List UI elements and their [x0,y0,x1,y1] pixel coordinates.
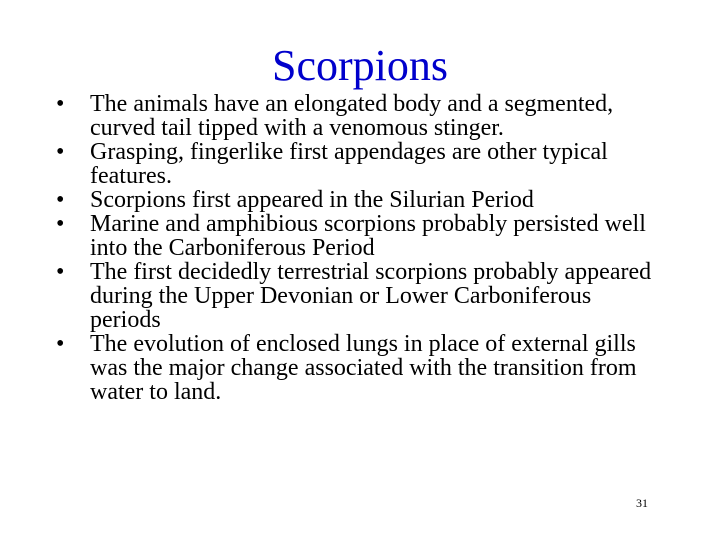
bullet-item [56,212,656,260]
bullet-item [56,260,656,332]
page-number: 31 [636,496,648,510]
bullet-list [56,92,656,404]
bullet-text: The evolution of enclosed lungs in place of external gills was the major change associated with the transition from water to land. [90,331,637,405]
bullet-icon: • [56,331,65,357]
bullet-text: Scorpions first appeared in the Silurian Period [90,187,534,213]
bullet-item [56,92,656,140]
bullet-text: The animals have an elongated body and a segmented, curved tail tipped with a venomous stinger. [90,91,614,141]
bullet-text: Grasping, fingerlike first appendages are other typical features. [90,139,608,189]
bullet-icon: • [56,259,65,285]
bullet-text: Marine and amphibious scorpions probably persisted well into the Carboniferous Period [90,211,646,261]
bullet-icon: • [56,91,65,117]
bullet-item [56,332,656,404]
bullet-item [56,188,656,212]
bullet-icon: • [56,139,65,165]
bullet-icon: • [56,187,65,213]
bullet-text: The first decidedly terrestrial scorpions probably appeared during the Upper Devonian or Lower Carboniferous periods [90,259,652,333]
slide-title: Scorpions [272,41,448,90]
bullet-item [56,140,656,188]
bullet-icon: • [56,211,65,237]
